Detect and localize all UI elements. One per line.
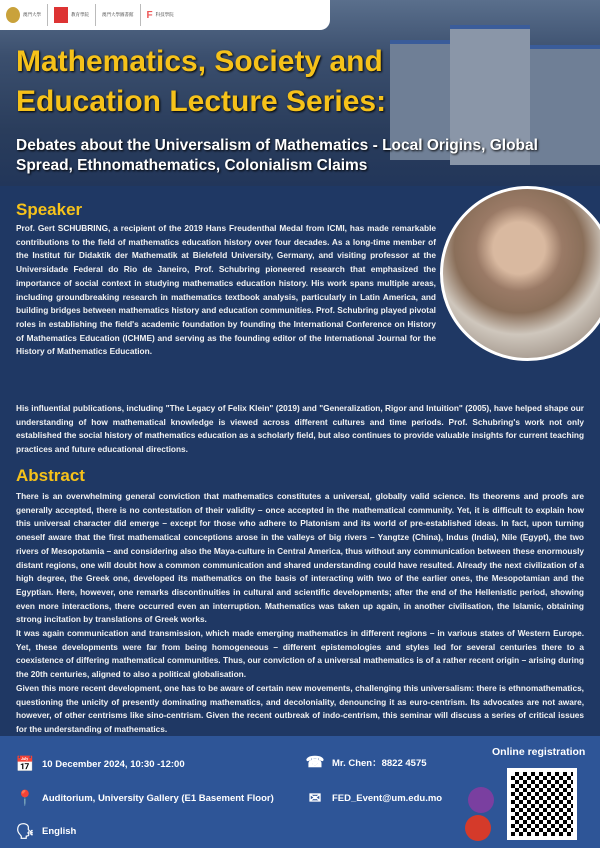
fst-logo: F 科技學院: [146, 9, 174, 21]
header-banner: [0, 0, 600, 186]
registration-label: Online registration: [492, 746, 586, 758]
phone-icon: ☎: [305, 754, 325, 771]
abstract-paragraph: Given this more recent development, one has to be aware of certain new movements, challenging this universalism: there is ethnomathematics, questioning the unicity of presently dominating mathematics, and decoloniality, denouncing it as euro-centrism. Its advocates are not aware, however, of other centrisms like sino-centrism. Given the recent outbreak of indo-centrism, this seminar will discuss a series of critical issues for the understanding of mathematics.: [16, 682, 584, 734]
calendar-icon: 📅: [15, 756, 35, 773]
mail-icon: ✉: [308, 790, 322, 807]
abstract-heading: Abstract: [16, 466, 85, 485]
event-language: 🗣 English: [15, 823, 77, 840]
abstract-paragraph: There is an overwhelming general conviction that mathematics constitutes a universal, globally valid science. Its theorems and proofs are generally accepted, there is no contestation of their validity – once accepted in the mathematical community. Yet, it is difficult to explain how this universal character did emerge – except for those who adhere to Platonism and its world of pre-established ideas. In fact, upon turning oneself aware that the first mathematical conceptions arose in the valleys of big rivers – Yangtze (China), Indus (India), Nile (Egypt), the two rivers of Mesopotamia – and considering also the Maya-culture in Central America, thus without any communication between these enormously distant regions, one will doubt how a common communication and shared understanding could have resulted. Already the next civilization of a high degree, the Greek one, developed its mathematics on the basis of interacting with two of the earlier ones, the Mesopotamian and the Egyptian. Here, however, one remarks discontinuities in cultural and scientific developments; after the end of the Hellenistic period, showing even more interactions, there occurred even an interruption. Mathematics was taken up again, in another civilisation, the Islamic, obtaining strong incitation by translations of Greek works.: [16, 491, 584, 625]
speaker-bio-publications: His influential publications, including "The Legacy of Felix Klein" (2019) and "Generalization, Rigor and Intuition" (2005), have helped shape our understanding of how mathematical knowledge is viewed across different cultures and time periods. Prof. Schubring's work not only established the social history of mathematics education as a scholarly field, but also continues to provide valuable insights for current teaching practices and future educational directions.: [16, 403, 585, 455]
location-pin-icon: 📍: [15, 790, 35, 807]
fed-logo: 教育學院: [54, 4, 96, 26]
page-title: Mathematics, Society and Education Lecture Series:: [16, 45, 387, 118]
abstract-text: [16, 490, 584, 737]
contact-email[interactable]: ✉ FED_Event@um.edu.mo: [306, 789, 442, 807]
contact-phone: ☎ Mr. Chen：8822 4575: [305, 754, 427, 771]
registration-qr-code[interactable]: [507, 768, 577, 840]
speaker-heading: Speaker: [16, 200, 83, 219]
event-venue: 📍 Auditorium, University Gallery (E1 Basement Floor): [15, 790, 274, 807]
sti-logo: [468, 787, 494, 813]
subtitle: Debates about the Universalism of Mathematics - Local Origins, Global Spread, Ethnomathematics, Colonialism Claims: [16, 137, 538, 174]
speaker-photo: [440, 186, 600, 361]
library-logo: 澳門大學圖書館: [102, 4, 141, 26]
speaker-voice-icon: 🗣: [15, 823, 35, 840]
event-date: 📅 10 December 2024, 10:30 -12:00: [15, 756, 185, 773]
um-logo: 澳門大學: [6, 4, 48, 26]
event-logo: [465, 815, 491, 841]
speaker-bio: Prof. Gert SCHUBRING, a recipient of the 2019 Hans Freudenthal Medal from ICMI, has made remarkable contributions to the field of mathematics education history over four decades. As a long-time member of the Institut für Didaktik der Mathematik at Bielefeld University, Germany, and visiting professor at the Universidade Federal do Rio de Janeiro, Prof. Schubring pioneered research that emphasized the importance of social context in studying mathematics education history. His work spans multiple areas, including groundbreaking research in mathematics textbook analysis, particularly in Latin America, and building bridges between mathematics history and education communities. Prof. Schubring played pivotal roles in establishing the field's academic foundation by founding the International Conference on History of Mathematics Education (ICHME) and serving as the founding editor of the International Journal for the History of Mathematics Education.: [16, 223, 436, 357]
logo-bar: [0, 0, 330, 30]
abstract-paragraph: It was again communication and transmission, which made emerging mathematics in different regions – in various states of Western Europe. Yet, these developments were far from being homogeneous – different epistemologies and styles led for several centuries there to a coexistence of differing mathematical communities. Thus, our conviction of a universal mathematics is of a rather recent origin – arising during the 20th centuries, aligned to also a political globalisation.: [16, 628, 584, 680]
